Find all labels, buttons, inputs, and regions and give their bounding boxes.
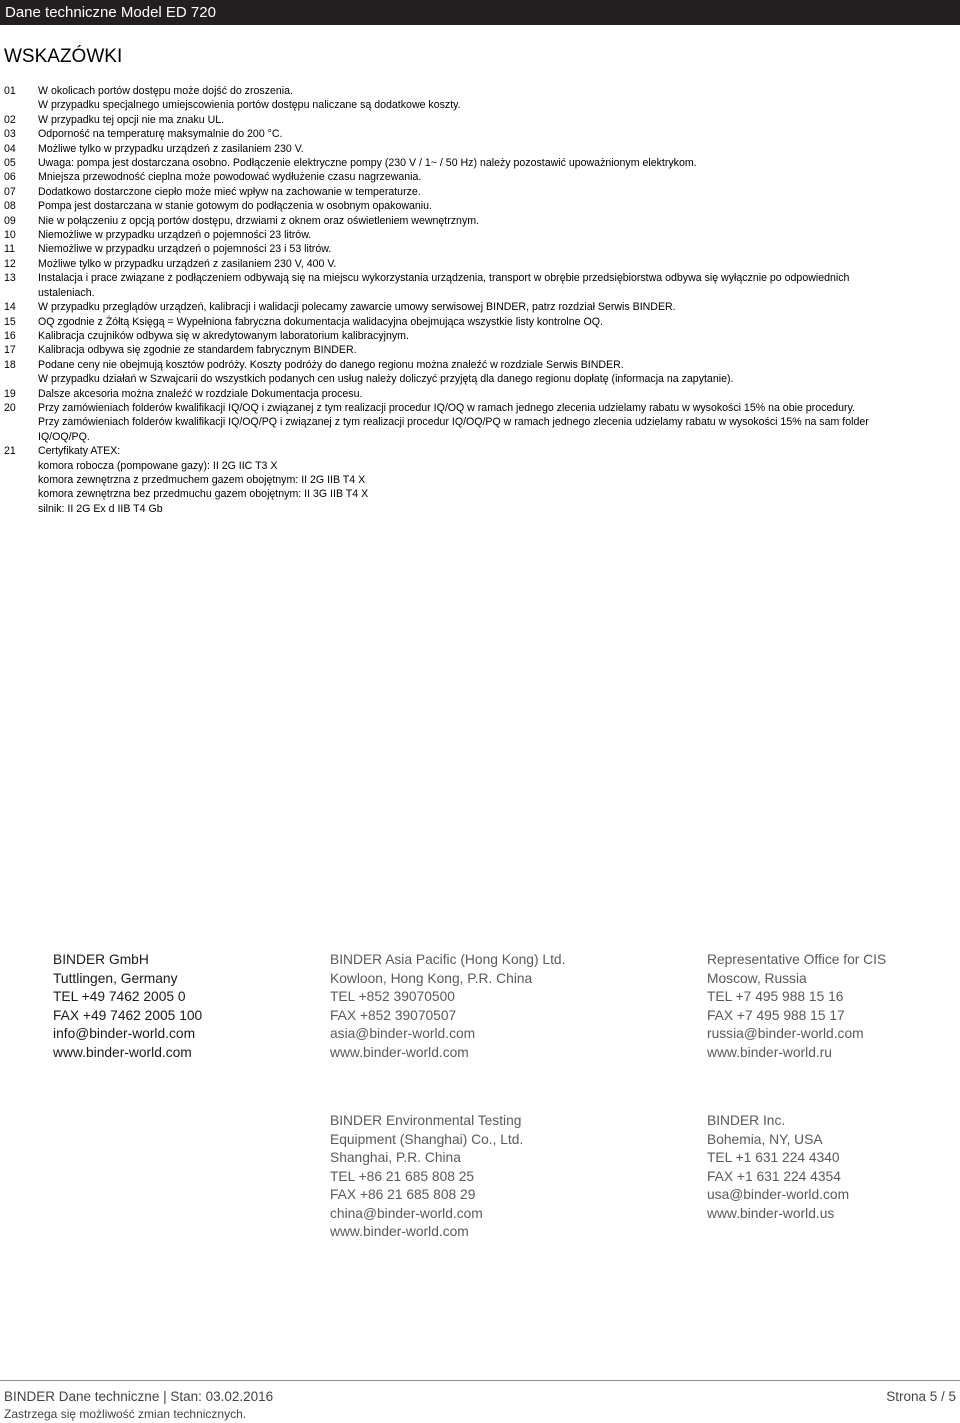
note-line: W przypadku tej opcji nie ma znaku UL. [38, 113, 225, 126]
note-number: 07 [4, 185, 16, 198]
address-line: Moscow, Russia [707, 970, 807, 986]
footer-doc-info: BINDER Dane techniczne | Stan: 03.02.2016 [4, 1389, 274, 1404]
note-item [0, 387, 960, 401]
address-line: TEL +1 631 224 4340 [707, 1150, 840, 1165]
address-line: Equipment (Shanghai) Co., Ltd. [330, 1131, 524, 1147]
note-item [0, 242, 960, 256]
note-number: 16 [4, 329, 16, 342]
note-text [38, 271, 960, 300]
note-line: Pompa jest dostarczana w stanie gotowym do podłączenia w osobnym opakowaniu. [38, 200, 432, 213]
note-number: 20 [4, 401, 16, 414]
address-binder-shanghai [330, 1112, 523, 1242]
note-number: 04 [4, 142, 16, 155]
note-number: 01 [4, 85, 16, 97]
note-item [0, 228, 960, 242]
note-line: ustaleniach. [38, 286, 95, 299]
note-item [0, 214, 960, 228]
address-line: asia@binder-world.com [330, 1026, 476, 1041]
address-line: FAX +7 495 988 15 17 [707, 1007, 845, 1023]
address-line: www.binder-world.com [330, 1044, 469, 1060]
footer-divider [0, 1380, 960, 1381]
note-number: 13 [4, 272, 16, 285]
note-text [38, 343, 960, 357]
note-line: Dalsze akcesoria można znaleźć w rozdziale Dokumentacja procesu. [38, 387, 363, 400]
note-line: Mniejsza przewodność cieplna może powodować wydłużenie czasu nagrzewania. [38, 171, 422, 184]
note-text [38, 387, 960, 401]
address-line: china@binder-world.com [330, 1205, 483, 1221]
address-line: Shanghai, P.R. China [330, 1150, 461, 1165]
note-line: Dodatkowo dostarczone ciepło może mieć wpływ na zachowanie w temperaturze. [38, 185, 421, 198]
note-number: 11 [4, 243, 15, 256]
note-item [0, 84, 960, 113]
address-line: BINDER Asia Pacific (Hong Kong) Ltd. [330, 952, 566, 967]
note-number: 17 [4, 344, 16, 357]
address-line: www.binder-world.com [53, 1044, 192, 1060]
note-text [38, 142, 960, 156]
note-line: Niemożliwe w przypadku urządzeń o pojemności 23 litrów. [38, 229, 312, 242]
section-title: WSKAZÓWKI [4, 46, 123, 67]
address-line: BINDER Environmental Testing [330, 1113, 522, 1128]
note-item [0, 271, 960, 300]
note-line: komora zewnętrzna z przedmuchem gazem obojętnym: II 2G IIB T4 X [38, 473, 366, 486]
page-header [0, 0, 960, 25]
address-binder-gmbh [53, 951, 202, 1062]
address-line: usa@binder-world.com [707, 1187, 850, 1202]
note-number: 15 [4, 315, 16, 328]
address-line: FAX +1 631 224 4354 [707, 1168, 841, 1184]
note-number: 05 [4, 157, 16, 170]
note-item [0, 257, 960, 271]
footer-disclaimer: Zastrzega się możliwość zmian technicznych. [4, 1407, 247, 1421]
note-text [38, 358, 960, 387]
address-line: russia@binder-world.com [707, 1026, 864, 1041]
address-line: TEL +852 39070500 [330, 989, 455, 1004]
note-text [38, 170, 960, 184]
note-text [38, 315, 960, 329]
note-number: 12 [4, 257, 16, 270]
note-line: Niemożliwe w przypadku urządzeń o pojemności 23 i 53 litrów. [38, 243, 332, 256]
address-line: FAX +49 7462 2005 100 [53, 1007, 203, 1023]
note-line: Nie w połączeniu z opcją portów dostępu, drzwiami z oknem oraz oświetleniem wewnętrznym. [38, 214, 480, 227]
note-item [0, 170, 960, 184]
note-line: Kalibracja odbywa się zgodnie ze standardem fabrycznym BINDER. [38, 344, 357, 357]
note-line: Podane ceny nie obejmują kosztów podróży. Koszty podróży do danego regionu można znaleźć w rozdziale Serwis BINDER. [38, 358, 624, 371]
note-text [38, 127, 960, 141]
address-line: www.binder-world.com [330, 1224, 469, 1239]
note-text [38, 185, 960, 199]
note-line: Uwaga: pompa jest dostarczana osobno. Podłączenie elektryczne pompy (230 V / 1~ / 50 Hz) należy pozostawić upoważnionym elektrykom. [38, 157, 697, 170]
note-text [38, 84, 960, 113]
note-item [0, 156, 960, 170]
address-line: www.binder-world.us [707, 1205, 835, 1221]
note-text [38, 444, 960, 516]
address-line: Bohemia, NY, USA [707, 1131, 823, 1147]
note-item [0, 329, 960, 343]
note-line: Przy zamówieniach folderów kwalifikacji IQ/OQ i związanej z tym realizacji procedur IQ/OQ w ramach jednego zlecenia udzielamy rabatu w wysokości 15% na obie procedury. [38, 401, 856, 414]
note-item [0, 185, 960, 199]
note-line: komora zewnętrzna bez przedmuchu gazem obojętnym: II 3G IIB T4 X [38, 488, 369, 501]
note-text [38, 199, 960, 213]
note-text [38, 300, 960, 314]
note-number: 06 [4, 171, 16, 184]
address-line: FAX +852 39070507 [330, 1007, 457, 1023]
note-item [0, 199, 960, 213]
note-line: W przypadku działań w Szwajcarii do wszystkich podanych cen usług należy doliczyć przyjętą dla danego regionu dopłatę (informacja na zapytanie). [38, 373, 734, 386]
note-number: 09 [4, 214, 16, 227]
note-line: Kalibracja czujników odbywa się w akredytowanym laboratorium kalibracyjnym. [38, 329, 409, 342]
address-line: BINDER GmbH [53, 952, 149, 967]
note-number: 18 [4, 358, 16, 371]
note-text [38, 228, 960, 242]
note-item [0, 113, 960, 127]
note-number: 14 [4, 301, 16, 314]
address-binder-asia-pacific [330, 951, 565, 1062]
note-text [38, 113, 960, 127]
note-line: Możliwe tylko w przypadku urządzeń z zasilaniem 230 V. [38, 142, 304, 155]
address-binder-inc [707, 1112, 849, 1223]
note-item [0, 343, 960, 357]
address-line: info@binder-world.com [53, 1026, 196, 1041]
footer-page-number: Strona 5 / 5 [886, 1389, 956, 1404]
note-line: Możliwe tylko w przypadku urządzeń z zasilaniem 230 V, 400 V. [38, 257, 337, 270]
note-text [38, 156, 960, 170]
note-text [38, 242, 960, 256]
note-number: 19 [4, 387, 16, 400]
address-line: www.binder-world.ru [707, 1044, 832, 1060]
note-item [0, 315, 960, 329]
address-line: BINDER Inc. [707, 1113, 786, 1128]
address-representative-cis [707, 951, 886, 1062]
note-number: 08 [4, 200, 16, 213]
note-line: komora robocza (pompowane gazy): II 2G IIC T3 X [38, 459, 278, 472]
note-item [0, 444, 960, 516]
note-line: Odporność na temperaturę maksymalnie do 200 °C. [38, 128, 283, 141]
note-line: OQ zgodnie z Żółtą Księgą = Wypełniona fabryczna dokumentacja walidacyjna obejmująca wszystkie listy kontrolne OQ. [38, 315, 603, 328]
note-item [0, 142, 960, 156]
address-line: TEL +7 495 988 15 16 [707, 989, 844, 1004]
note-line: W przypadku specjalnego umiejscowienia portów dostępu naliczane są dodatkowe koszty. [38, 99, 461, 112]
address-line: Kowloon, Hong Kong, P.R. China [330, 970, 533, 986]
note-text [38, 401, 960, 444]
note-line: silnik: II 2G Ex d IIB T4 Gb [38, 502, 163, 515]
note-line: Certyfikaty ATEX: [38, 445, 121, 458]
header-title: Dane techniczne Model ED 720 [5, 4, 216, 21]
note-item [0, 401, 960, 444]
note-number: 10 [4, 229, 16, 242]
note-line: Instalacja i prace związane z podłączeniem odbywają się na miejscu wykorzystania urządzenia, transport w obrębie przedsiębiorstwa odbywa się wyłącznie po odpowiednich [38, 272, 850, 285]
note-line: Przy zamówieniach folderów kwalifikacji IQ/OQ/PQ i związanej z tym realizacji procedur IQ/OQ/PQ w ramach jednego zlecenia udzielamy rabatu w wysokości 15% na sam folder [38, 416, 869, 429]
address-line: TEL +49 7462 2005 0 [53, 989, 186, 1004]
notes-list [0, 84, 960, 516]
address-line: Representative Office for CIS [707, 952, 887, 967]
note-line: W okolicach portów dostępu może dojść do zroszenia. [38, 85, 293, 97]
note-item [0, 127, 960, 141]
note-line: IQ/OQ/PQ. [38, 430, 90, 443]
note-text [38, 257, 960, 271]
address-line: FAX +86 21 685 808 29 [330, 1187, 476, 1202]
note-number: 02 [4, 113, 16, 126]
note-item [0, 300, 960, 314]
note-text [38, 214, 960, 228]
note-line: W przypadku przeglądów urządzeń, kalibracji i walidacji polecamy zawarcie umowy serwisowej BINDER, patrz rozdział Serwis BINDER. [38, 301, 676, 314]
note-text [38, 329, 960, 343]
address-line: TEL +86 21 685 808 25 [330, 1168, 475, 1184]
note-number: 03 [4, 128, 16, 141]
note-item [0, 358, 960, 387]
address-line: Tuttlingen, Germany [53, 970, 178, 986]
note-number: 21 [4, 445, 16, 458]
